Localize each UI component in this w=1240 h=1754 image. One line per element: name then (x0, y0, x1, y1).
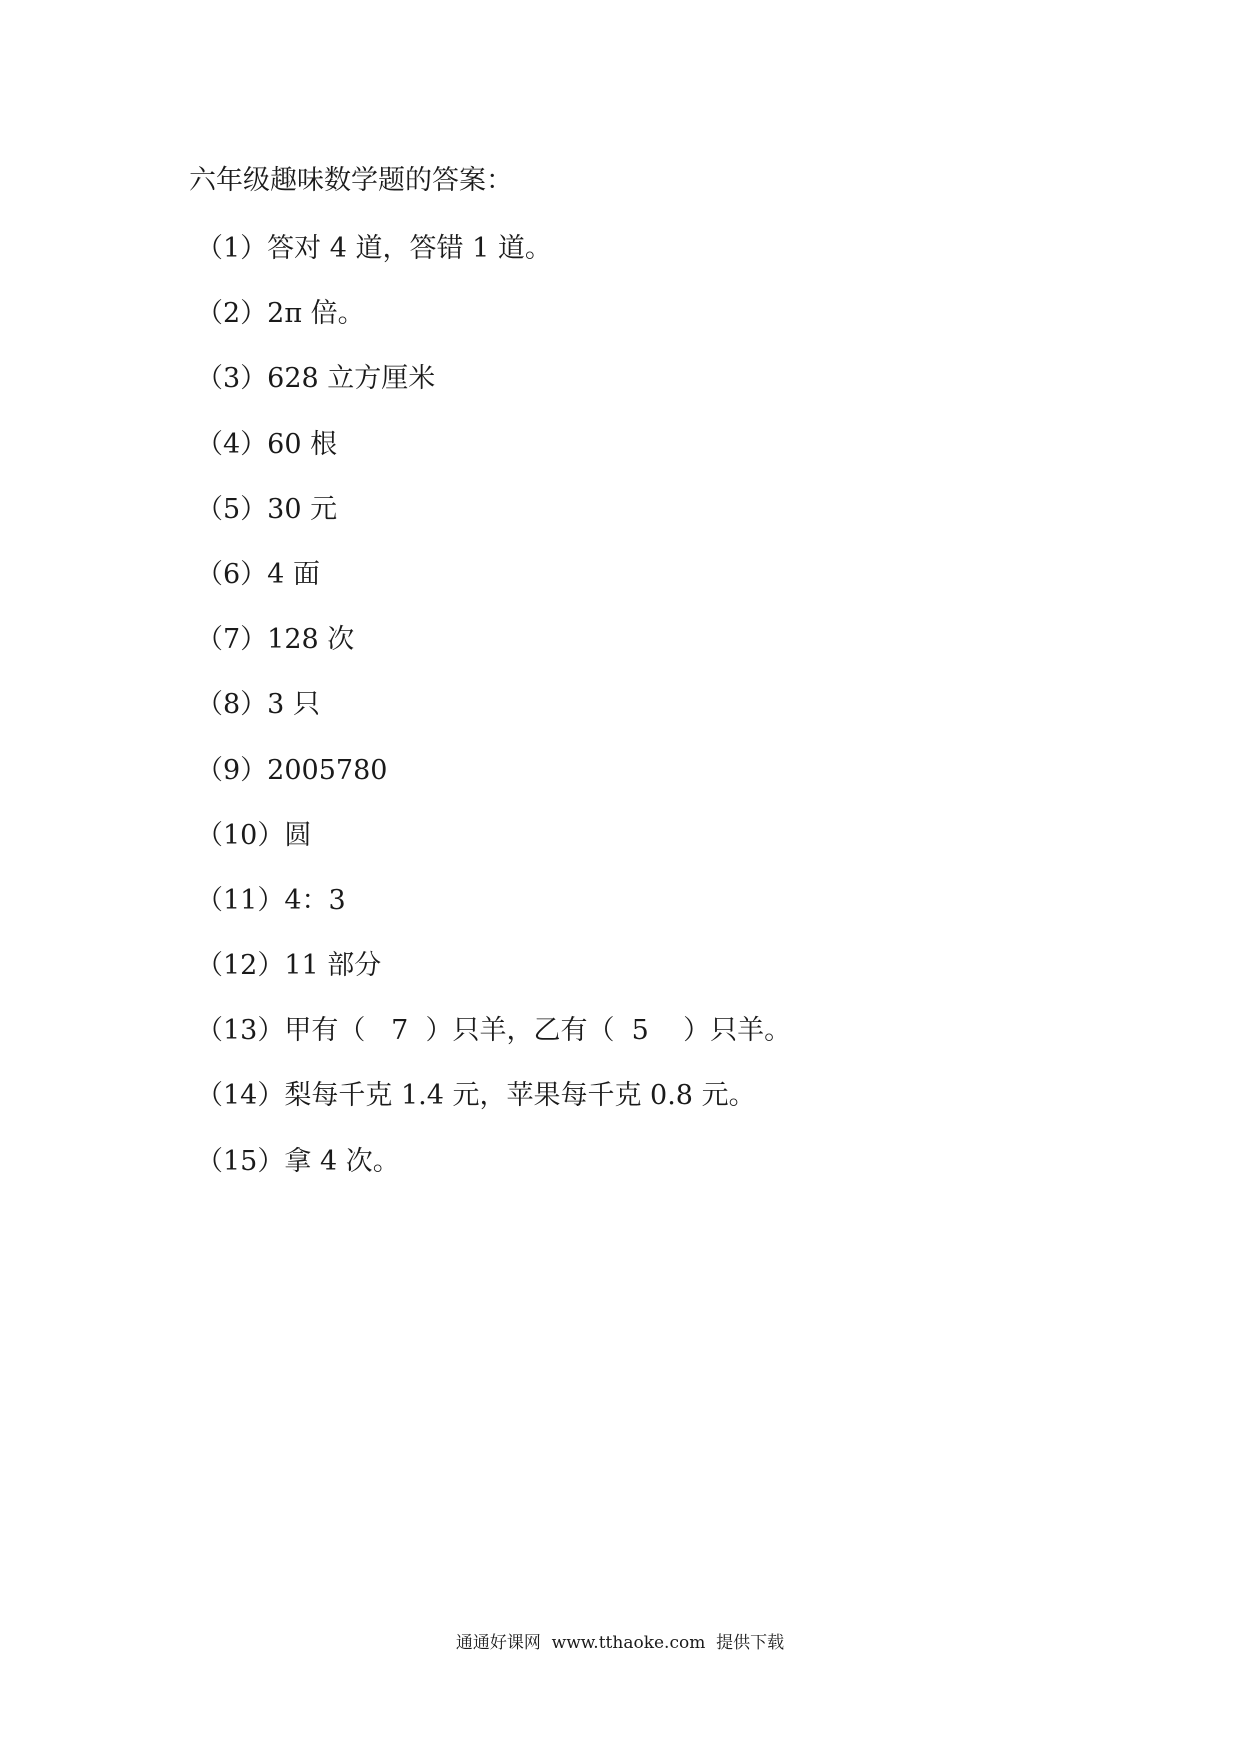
answer-item-6: （6）4 面 (196, 558, 320, 590)
answer-item-11: （11）4：3 (196, 884, 346, 916)
answer-item-3: （3）628 立方厘米 (196, 363, 436, 395)
footer-source-note: 通通好课网 www.tthaoke.com 提供下载 (455, 1633, 785, 1653)
answer-item-13: （13）甲有（ 7 ）只羊，乙有（ 5 ）只羊。 (196, 1015, 792, 1047)
answer-item-10: （10）圆 (196, 819, 312, 851)
answer-item-9: （9）2005780 (196, 754, 388, 786)
answer-item-14: （14）梨每千克 1.4 元，苹果每千克 0.8 元。 (196, 1080, 756, 1112)
answer-item-1: （1）答对 4 道，答错 1 道。 (196, 233, 552, 264)
answer-item-12: （12）11 部分 (196, 950, 382, 982)
answer-item-5: （5）30 元 (196, 493, 338, 525)
answer-title: 六年级趣味数学题的答案： (189, 165, 513, 196)
answer-item-2: （2）2π 倍。 (196, 298, 365, 330)
answer-item-15: （15）拿 4 次。 (196, 1145, 400, 1177)
answer-item-7: （7）128 次 (196, 624, 355, 656)
answer-item-8: （8）3 只 (196, 689, 320, 721)
answer-list (196, 232, 791, 1210)
answer-item-4: （4）60 根 (196, 428, 338, 460)
